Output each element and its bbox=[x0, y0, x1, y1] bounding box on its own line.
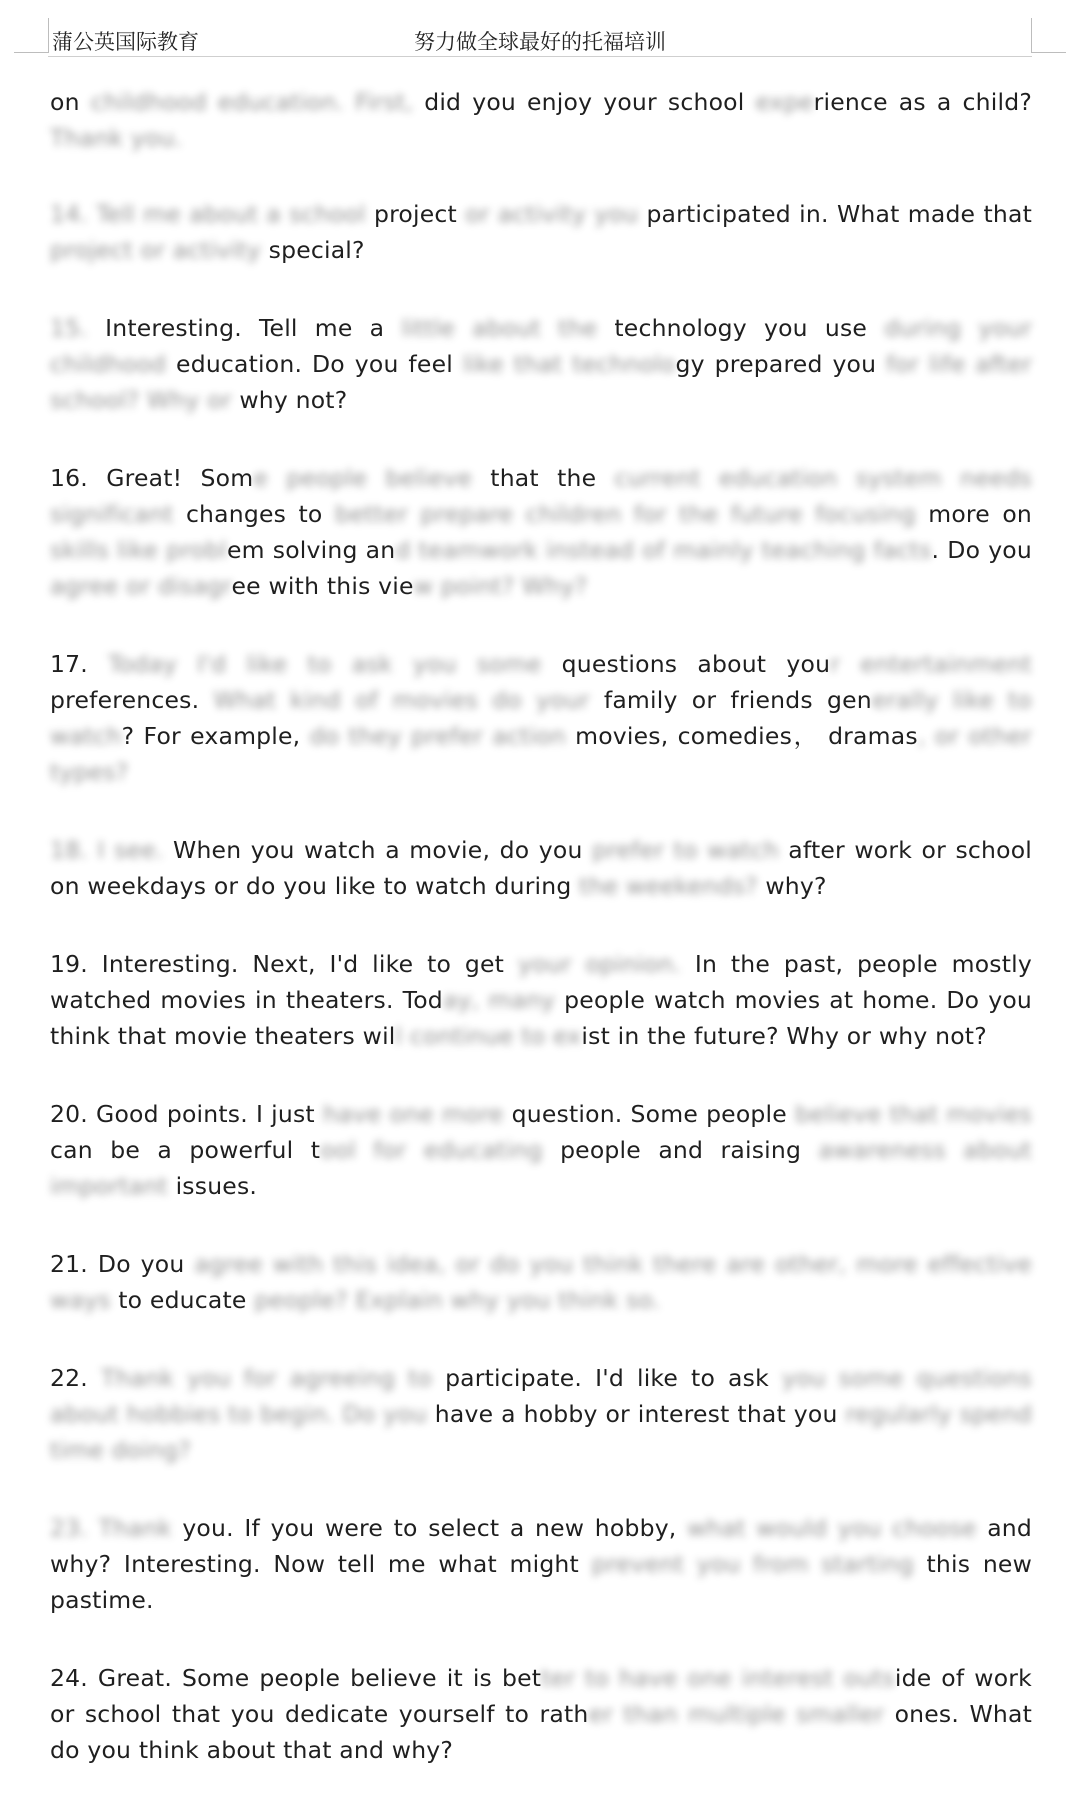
text-segment: rience as a child? bbox=[813, 88, 1032, 116]
question-paragraph bbox=[50, 1096, 1032, 1204]
text-segment: education. Do you feel bbox=[176, 350, 463, 378]
blurred-text-segment: prevent you from starting bbox=[591, 1550, 927, 1578]
document-body bbox=[50, 84, 1032, 1810]
text-segment: on bbox=[50, 88, 91, 116]
text-segment: . Do you bbox=[931, 536, 1032, 564]
header-center-text: 努力做全球最好的托福培训 bbox=[414, 30, 666, 54]
blurred-text-segment: your opinion. bbox=[517, 950, 695, 978]
blurred-text-segment: expe bbox=[755, 88, 814, 116]
text-segment: you. If you were to select a new hobby, bbox=[182, 1514, 688, 1542]
blurred-text-segment: erally like to watch bbox=[50, 686, 1032, 750]
text-segment: participated in. What made that bbox=[646, 200, 1033, 228]
question-paragraph bbox=[50, 646, 1032, 790]
question-paragraph bbox=[50, 310, 1032, 418]
text-segment: ist in the future? Why or why not? bbox=[581, 1022, 987, 1050]
text-segment: project bbox=[373, 200, 466, 228]
text-segment: ee with this vie bbox=[231, 572, 414, 600]
text-segment: family or friends gen bbox=[603, 686, 872, 714]
crop-mark-top-left bbox=[14, 18, 49, 53]
text-segment: changes to bbox=[185, 500, 335, 528]
blurred-text-segment: 14. Tell me about a school bbox=[50, 200, 374, 228]
blurred-text-segment: agree or disagr bbox=[50, 572, 232, 600]
blurred-text-segment: for life after school? Why or bbox=[50, 350, 1032, 414]
blurred-text-segment: current education system needs significant bbox=[50, 464, 1033, 528]
question-paragraph bbox=[50, 1360, 1032, 1468]
text-segment: why not? bbox=[239, 386, 348, 414]
text-segment: people and raising bbox=[560, 1136, 819, 1164]
text-segment: 16. Great! Som bbox=[50, 464, 254, 492]
blurred-text-segment: believe that movies bbox=[795, 1100, 1032, 1128]
blurred-text-segment: little about the bbox=[401, 314, 615, 342]
text-segment: Interesting. Tell me a bbox=[105, 314, 402, 342]
blurred-text-segment: during your childhood bbox=[50, 314, 1032, 378]
blurred-text-segment: people? Explain why you think so. bbox=[246, 1286, 661, 1314]
question-paragraph bbox=[50, 84, 1032, 156]
blurred-text-segment: awareness about important bbox=[50, 1136, 1032, 1200]
blurred-text-segment: ter to have one interest outs bbox=[541, 1664, 895, 1692]
blurred-text-segment: 15. bbox=[50, 314, 106, 342]
crop-mark-top-right bbox=[1031, 18, 1066, 53]
text-segment: technology you use bbox=[614, 314, 885, 342]
blurred-text-segment: do they prefer action bbox=[309, 722, 576, 750]
text-segment: special? bbox=[268, 236, 365, 264]
blurred-text-segment: ool for educating bbox=[320, 1136, 561, 1164]
blurred-text-segment: childhood education. First, bbox=[90, 88, 425, 116]
blurred-text-segment: what would you choose bbox=[687, 1514, 988, 1542]
question-paragraph bbox=[50, 1510, 1032, 1618]
blurred-text-segment: , or other types? bbox=[50, 722, 1032, 786]
blurred-text-segment: ay, many bbox=[442, 986, 565, 1014]
text-segment: why? bbox=[765, 872, 827, 900]
text-segment: did you enjoy your school bbox=[424, 88, 756, 116]
text-segment: In the past, people mostly watched movies in theaters. Tod bbox=[50, 950, 1032, 1014]
text-segment: preferences. bbox=[50, 686, 214, 714]
question-paragraph bbox=[50, 1246, 1032, 1318]
blurred-text-segment: Today I'd like to ask you some bbox=[108, 650, 562, 678]
question-paragraph bbox=[50, 1660, 1032, 1768]
blurred-text-segment: skills like probl bbox=[50, 536, 227, 564]
text-segment: that the bbox=[490, 464, 615, 492]
text-segment: can be a powerful t bbox=[50, 1136, 321, 1164]
blurred-text-segment: Thank you. bbox=[50, 124, 183, 152]
header-left-text: 蒲公英国际教育 bbox=[52, 30, 199, 54]
blurred-text-segment: Thank you for agreeing to bbox=[100, 1364, 446, 1392]
blurred-text-segment: w point? Why? bbox=[413, 572, 588, 600]
text-segment: ? For example, bbox=[121, 722, 310, 750]
question-paragraph bbox=[50, 196, 1032, 268]
blurred-text-segment: project or activity bbox=[50, 236, 269, 264]
text-segment: this new pastime. bbox=[50, 1550, 1032, 1614]
text-segment: ones. What do you think about that and why? bbox=[50, 1700, 1032, 1764]
blurred-text-segment: e people believe bbox=[253, 464, 491, 492]
blurred-text-segment: 18. I see. bbox=[50, 836, 174, 864]
text-segment: have a hobby or interest that you bbox=[434, 1400, 846, 1428]
blurred-text-segment: you some questions about hobbies to begin. Do you bbox=[50, 1364, 1032, 1428]
text-segment: more on bbox=[928, 500, 1032, 528]
blurred-text-segment: er than multiple smaller bbox=[588, 1700, 895, 1728]
blurred-text-segment: agree with this idea, or do you think there are other, more effective ways bbox=[50, 1250, 1032, 1314]
blurred-text-segment: the weekends? bbox=[579, 872, 766, 900]
blurred-text-segment: like that technolo bbox=[462, 350, 676, 378]
text-segment: When you watch a movie, do you bbox=[173, 836, 593, 864]
header-rule bbox=[48, 56, 1032, 57]
text-segment: em solving an bbox=[226, 536, 396, 564]
blurred-text-segment: 23. Thank bbox=[50, 1514, 183, 1542]
text-segment: and why? Interesting. Now tell me what might bbox=[50, 1514, 1032, 1578]
blurred-text-segment: regularly spend time doing? bbox=[50, 1400, 1033, 1464]
text-segment: question. Some people bbox=[511, 1100, 796, 1128]
question-paragraph bbox=[50, 946, 1032, 1054]
text-segment: 24. Great. Some people believe it is bet bbox=[50, 1664, 542, 1692]
blurred-text-segment: prefer to watch bbox=[592, 836, 789, 864]
text-segment: people watch movies at home. Do you think that movie theaters wil bbox=[50, 986, 1032, 1050]
text-segment: participate. I'd like to ask bbox=[445, 1364, 782, 1392]
text-segment: questions about you bbox=[561, 650, 831, 678]
text-segment: 22. bbox=[50, 1364, 101, 1392]
text-segment: ide of work or school that you dedicate yourself to rath bbox=[50, 1664, 1032, 1728]
blurred-text-segment: r entertainment bbox=[830, 650, 1032, 678]
text-segment: 19. Interesting. Next, I'd like to get bbox=[50, 950, 518, 978]
blurred-text-segment: What kind of movies do your bbox=[213, 686, 604, 714]
text-segment: gy prepared you bbox=[675, 350, 887, 378]
blurred-text-segment: or activity you bbox=[465, 200, 647, 228]
text-segment: movies, comedies， dramas bbox=[575, 722, 918, 750]
text-segment: 17. bbox=[50, 650, 109, 678]
text-segment: after work or school on weekdays or do you like to watch during bbox=[50, 836, 1033, 900]
text-segment: 20. Good points. I just bbox=[50, 1100, 323, 1128]
blurred-text-segment: d teamwork instead of mainly teaching facts bbox=[395, 536, 932, 564]
text-segment: 21. Do you bbox=[50, 1250, 195, 1278]
text-segment: issues. bbox=[175, 1172, 258, 1200]
text-segment: to educate bbox=[118, 1286, 247, 1314]
blurred-text-segment: have one more bbox=[322, 1100, 512, 1128]
question-paragraph bbox=[50, 460, 1032, 604]
question-paragraph bbox=[50, 832, 1032, 904]
blurred-text-segment: better prepare children for the future focusing bbox=[334, 500, 929, 528]
blurred-text-segment: l continue to ex bbox=[395, 1022, 582, 1050]
